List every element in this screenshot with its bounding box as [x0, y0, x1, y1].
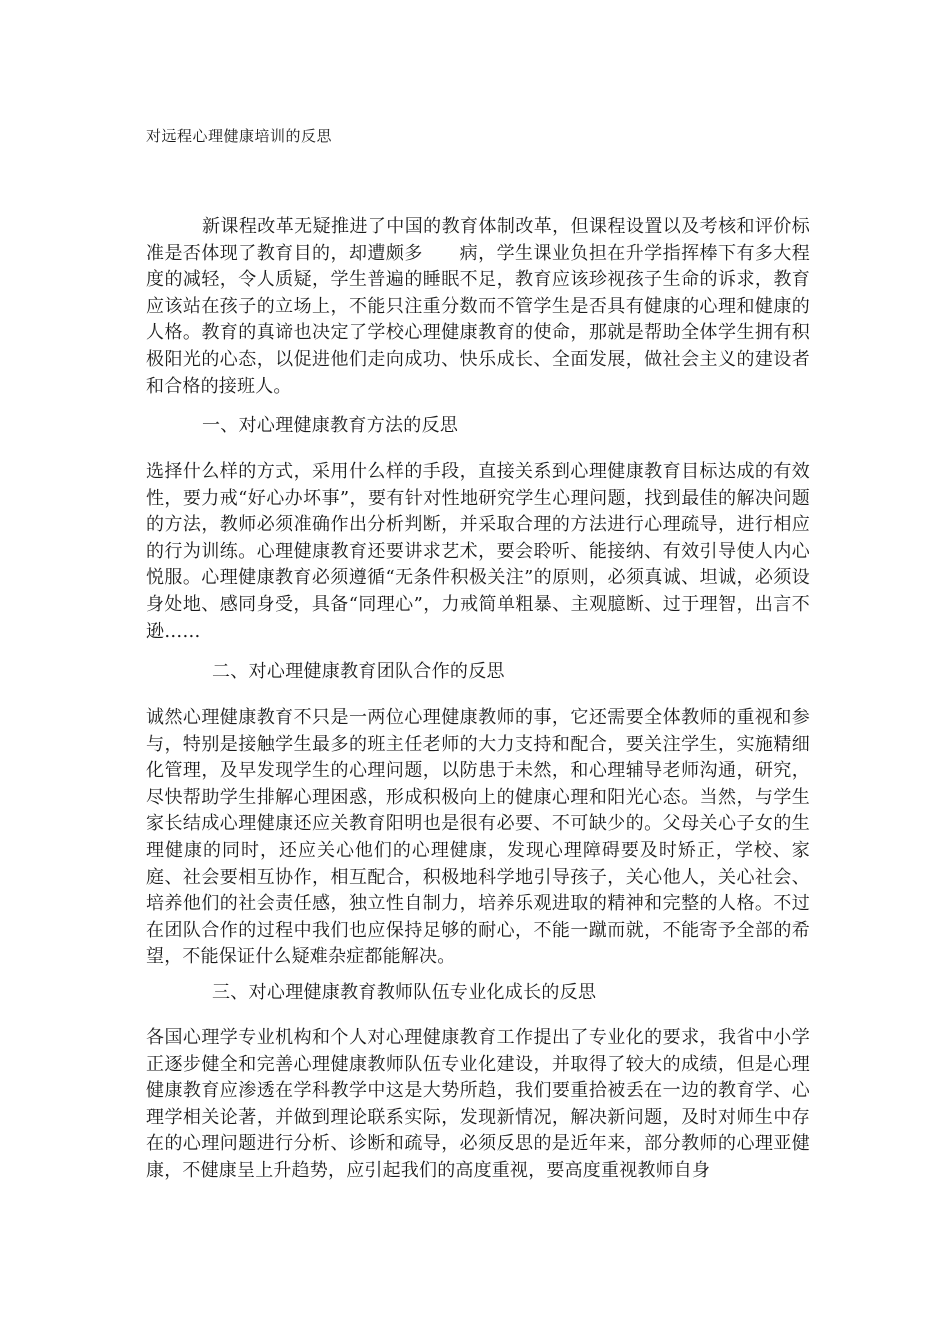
section-body-teamwork: 诚然心理健康教育不只是一两位心理健康教师的事，它还需要全体教师的重视和参与，特别是接触学生最多的班主任老师的大力支持和配合，要关注学生，实施精细化管理，及早发现学生的心理问题，以防患于未然，和心理辅导老师沟通，研究，尽快帮助学生排解心理困惑，形成积极向上的健康心理和阳光心态。当然，与学生家长结成心理健康还应关教育阳明也是很有必要、不可缺少的。父母关心子女的生理健康的同时，还应关心他们的心理健康，发现心理障碍要及时矫正，学校、家庭、社会要相互协作，相互配合，积极地科学地引导孩子，关心他人，关心社会、培养他们的社会责任感，独立性自制力，培养乐观进取的精神和完整的人格。不过在团队合作的过程中我们也应保持足够的耐心，不能一蹴而就，不能寄予全部的希望，不能保证什么疑难杂症都能解决。: [146, 707, 810, 968]
section-heading-methods: 一、对心理健康教育方法的反思: [202, 415, 459, 436]
section-heading-teamwork: 二、对心理健康教育团队合作的反思: [212, 661, 505, 682]
section-body-methods: 选择什么样的方式，采用什么样的手段，直接关系到心理健康教育目标达成的有效性，要力戒“好心办坏事”，要有针对性地研究学生心理问题，找到最佳的解决问题的方法，教师必须准确作出分析判断，并采取合理的方法进行心理疏导，进行相应的行为训练。心理健康教育还要讲求艺术，要会聆听、能接纳、有效引导使人内心悦服。心理健康教育必须遵循“无条件积极关注”的原则，必须真诚、坦诚，必须设身处地、感同身受，具备“同理心”，力戒简单粗暴、主观臆断、过于理智，出言不逊……: [146, 461, 810, 642]
document-title: 对远程心理健康培训的反思: [146, 127, 333, 145]
section-heading-professional-growth: 三、对心理健康教育教师队伍专业化成长的反思: [212, 982, 597, 1003]
intro-paragraph: 新课程改革无疑推进了中国的教育体制改革，但课程设置以及考核和评价标准是否体现了教育目的，却遭颇多 病，学生课业负担在升学指挥棒下有多大程度的减轻，令人质疑，学生普遍的睡眠不足，教育应该珍视孩子生命的诉求，教育应该站在孩子的立场上，不能只注重分数而不管学生是否具有健康的心理和健康的人格。教育的真谛也决定了学校心理健康教育的使命，那就是帮助全体学生拥有积极阳光的心态，以促进他们走向成功、快乐成长、全面发展，做社会主义的建设者和合格的接班人。: [146, 216, 810, 397]
section-body-professional-growth: 各国心理学专业机构和个人对心理健康教育工作提出了专业化的要求，我省中小学正逐步健全和完善心理健康教师队伍专业化建设，并取得了较大的成绩，但是心理健康教育应渗透在学科教学中这是大势所趋，我们要重拾被丢在一边的教育学、心理学相关论著，并做到理论联系实际，发现新情况，解决新问题，及时对师生中存在的心理问题进行分析、诊断和疏导，必须反思的是近年来，部分教师的心理亚健康，不健康呈上升趋势，应引起我们的高度重视，要高度重视教师自身: [146, 1027, 810, 1181]
